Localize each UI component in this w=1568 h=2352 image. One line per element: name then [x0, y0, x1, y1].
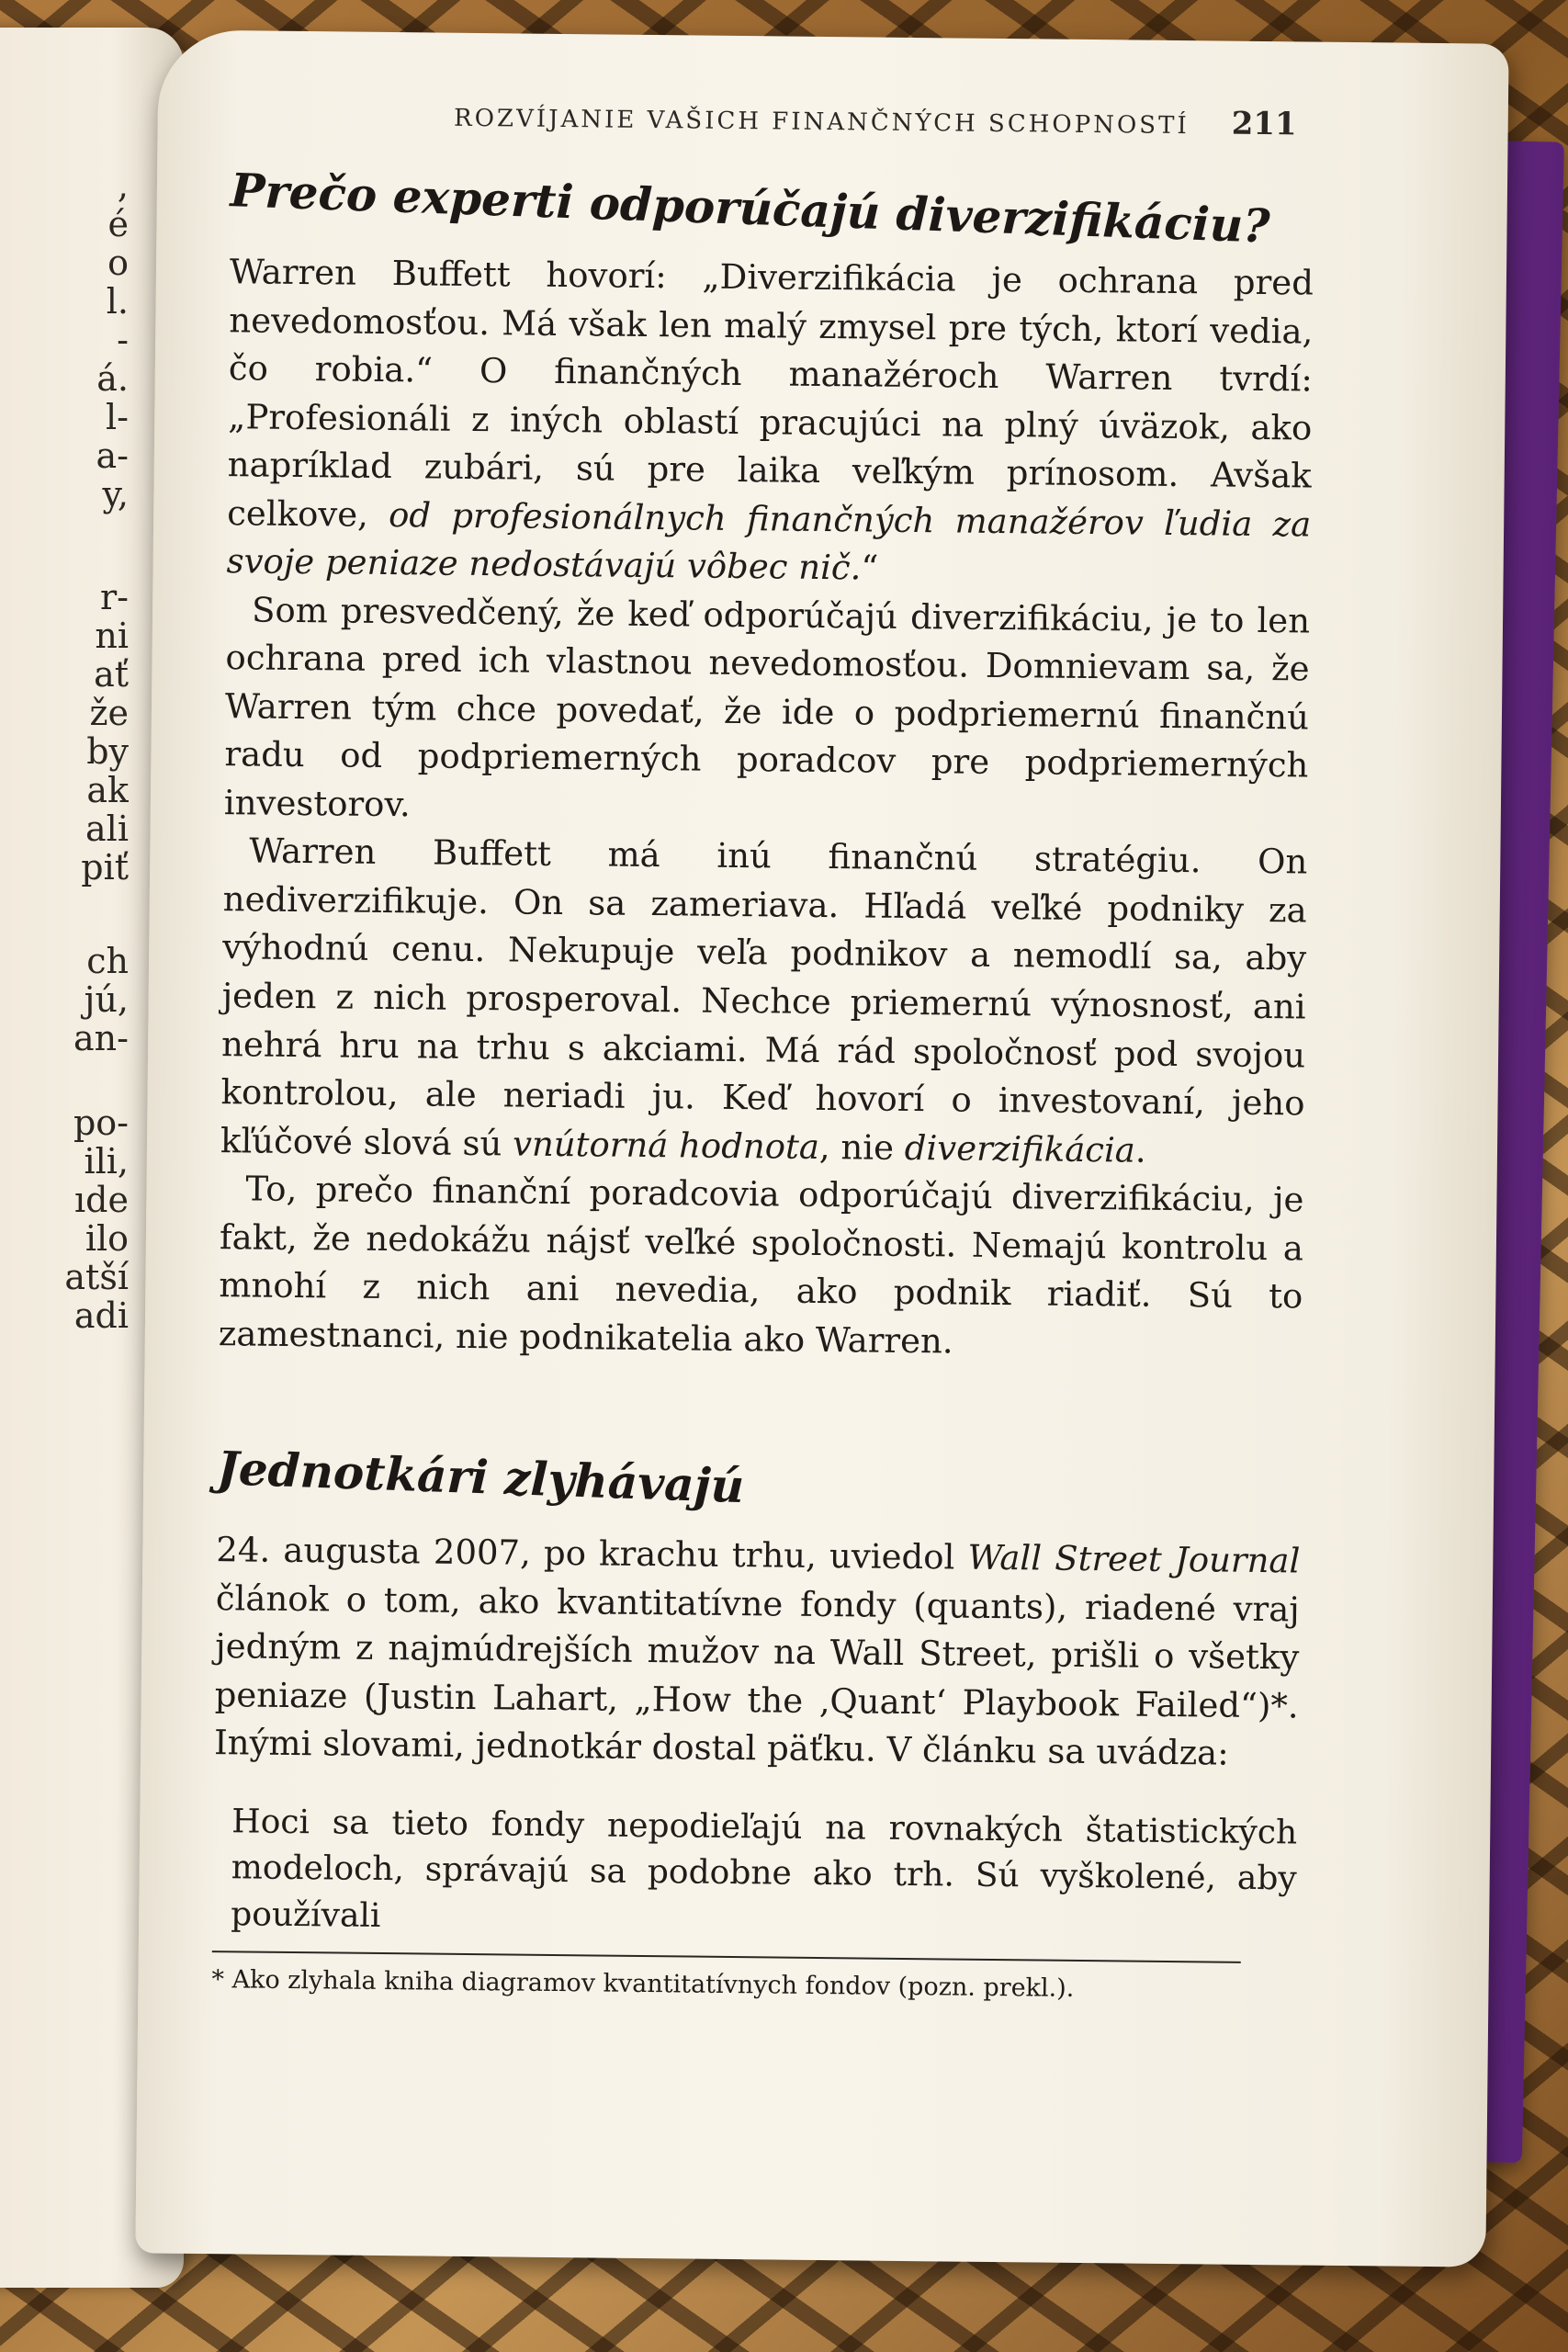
- facing-page-text-fragment: adi: [73, 1295, 129, 1336]
- page-number: 211: [1231, 105, 1297, 143]
- facing-page-text-fragment: ilo: [85, 1218, 129, 1259]
- section-quants: [211, 1441, 1301, 2005]
- running-head: [231, 95, 1315, 142]
- facing-page-text-fragment: r-: [99, 577, 129, 617]
- block-quote: Hoci sa tieto fondy nepodieľajú na rovnakých štatistických modeloch, správajú sa podobne ako trh. Sú vyškolené, aby používali: [231, 1803, 1298, 1935]
- facing-page-text-fragment: že: [89, 693, 129, 733]
- page-content: [211, 95, 1315, 2005]
- paragraph-advisors: To, prečo finanční poradcovia odporúčajú diverzifikáciu, je fakt, že nedokážu nájsť veľké spoločnosti. Nemajú kontrolu a mnohí z nich ani nevedia, ako podnik riadiť. Sú to zamestnanci, nie podnikatelia ako Warren.: [218, 1169, 1304, 1362]
- paragraph-buffett-quote: Warren Buffett hovorí: „Diverzifikácia je ochrana pred nevedomosťou. Má však len malý zmysel pre tých, ktorí vedia, čo robia.“ O finančných manažéroch Warren tvrdí: „Profesionáli z iných oblastí pracujúci na plný úväzok, ako napríklad zubári, sú pre laika veľkým prínosom. Avšak celkove, od profesionálnych finančných manažérov ľudia za svoje peniaze nedostávajú vôbec nič.“: [226, 252, 1314, 588]
- facing-page-text-fragment: ni: [95, 616, 129, 656]
- facing-page-text-fragment: ch: [86, 941, 129, 981]
- facing-page-text-fragment: an-: [73, 1018, 129, 1058]
- facing-page-text-fragment: l-: [106, 397, 129, 437]
- facing-page-text-fragment: ať: [94, 654, 129, 695]
- section-heading-diversification: Prečo experti odporúčajú diverzifikáciu?: [229, 163, 1271, 254]
- facing-page-text-fragment: -: [117, 320, 129, 360]
- facing-page-text-fragment: l.: [106, 281, 129, 322]
- footnote: * Ako zlyhala kniha diagramov kvantitatívnych fondov (pozn. prekl.).: [211, 1965, 1075, 2003]
- book-page: [135, 29, 1508, 2267]
- footnote-rule: [212, 1951, 1241, 1963]
- facing-page-text-fragment: ili,: [84, 1141, 129, 1182]
- facing-page-text-fragment: ,: [117, 165, 129, 206]
- facing-page-text-fragment: atší: [64, 1257, 129, 1297]
- facing-page-text-fragment: ali: [85, 808, 129, 849]
- facing-page-text-fragment: piť: [81, 847, 129, 888]
- facing-page-text-fragment: ıde: [74, 1180, 129, 1220]
- facing-page-text-fragment: o: [107, 243, 129, 283]
- section-heading-quants: Jednotkári zlyhávajú: [216, 1441, 746, 1514]
- facing-page-text-fragment: a-: [96, 435, 129, 476]
- facing-page-text-fragment: y,: [102, 474, 129, 514]
- paragraph-ignorance: Som presvedčený, že keď odporúčajú diverzifikáciu, je to len ochrana pred ich vlastnou nevedomosťou. Domnievam sa, že Warren tým chce povedať, že ide o podpriemernú finančnú radu od podpriemerných poradcov pre podpriemerných investorov.: [223, 590, 1311, 825]
- facing-page-text-fragment: é: [107, 204, 129, 244]
- running-head-title: ROZVÍJANIE VAŠICH FINANČNÝCH SCHOPNOSTÍ: [453, 104, 1190, 141]
- facing-page-text-fragment: á.: [96, 358, 129, 399]
- paragraph-strategy: Warren Buffett má inú finančnú stratégiu. On nediverzifikuje. On sa zameriava. Hľadá veľké podniky za výhodnú cenu. Nekupuje veľa podnikov a nemodlí sa, aby jeden z nich prosperoval. Nechce priemernú výnosnosť, ani nehrá hru na trhu s akciami. Má rád spoločnosť pod svojou kontrolou, ale neriadi ju. Keď hovorí o investovaní, jeho kľúčové slová sú vnútorná hodnota, nie diverzifikácia.: [220, 831, 1308, 1170]
- facing-page-text-fragment: ak: [86, 770, 129, 810]
- paragraph-wsj-article: 24. augusta 2007, po krachu trhu, uviedol Wall Street Journal článok o tom, ako kvantitatívne fondy (quants), riadené vraj jedným z najmúdrejších mužov na Wall Street, prišli o všetky peniaze (Justin Lahart, „How the ‚Quant‘ Playbook Failed“)*. Inými slovami, jednotkár dostal päťku. V článku sa uvádza:: [213, 1530, 1301, 1774]
- facing-page-text-fragment: po-: [73, 1102, 129, 1143]
- facing-page-text-fragment: jú,: [84, 979, 129, 1020]
- facing-page-text-fragment: by: [86, 731, 129, 772]
